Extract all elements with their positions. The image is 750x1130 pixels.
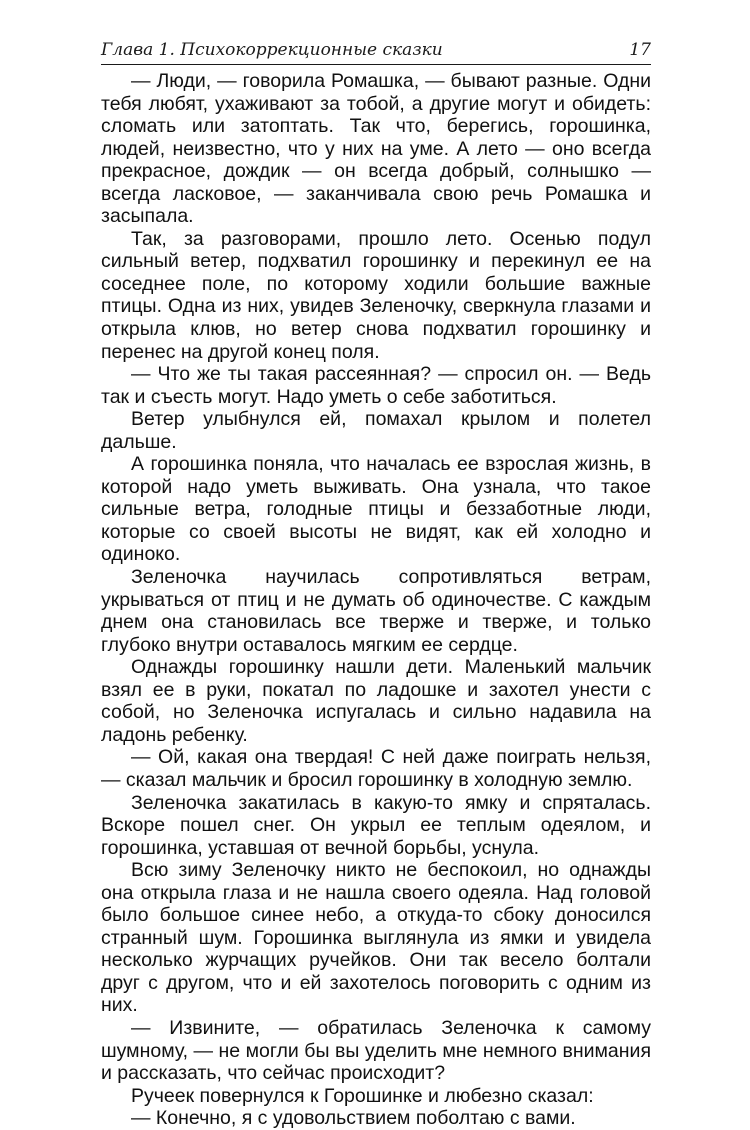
paragraph: Ветер улыбнулся ей, помахал крылом и полетел дальше. bbox=[101, 408, 651, 453]
paragraph: Всю зиму Зеленочку никто не беспокоил, но однажды она открыла глаза и не нашла своего одеяла. Над головой было большое синее небо, а откуда-то сбоку доносился странный шум. Горошинка выглянула из ямки и увидела несколько журчащих ручейков. Они так весело болтали друг с другом, что и ей захотелось поговорить с одним из них. bbox=[101, 859, 651, 1017]
paragraph: Так, за разговорами, прошло лето. Осенью подул сильный ветер, подхватил горошинку и перекинул ее на соседнее поле, по которому ходили большие важные птицы. Одна из них, увидев Зеленочку, сверкнула глазами и открыла клюв, но ветер снова подхватил горошинку и перенес на другой конец поля. bbox=[101, 227, 651, 363]
paragraph: — Что же ты такая рассеянная? — спросил он. — Ведь так и съесть могут. Надо уметь о себе заботиться. bbox=[101, 363, 651, 408]
paragraph: Зеленочка закатилась в какую-то ямку и спряталась. Вскоре пошел снег. Он укрыл ее теплым одеялом, и горошинка, уставшая от вечной борьбы, уснула. bbox=[101, 791, 651, 859]
running-header bbox=[101, 30, 651, 65]
paragraph: — Ой, какая она твердая! С ней даже поиграть нельзя, — сказал мальчик и бросил горошинку в холодную землю. bbox=[101, 746, 651, 791]
paragraph: — Конечно, я с удовольствием поболтаю с вами. bbox=[131, 1107, 576, 1130]
chapter-title: Глава 1. Психокоррекционные сказки bbox=[101, 40, 443, 60]
paragraph: Зеленочка научилась сопротивляться ветрам, укрываться от птиц и не думать об одиночестве. С каждым днем она становилась все тверже и тверже, и только глубоко внутри оставалось мягким ее сердце. bbox=[101, 566, 651, 656]
paragraph: А горошинка поняла, что началась ее взрослая жизнь, в которой надо уметь выживать. Она узнала, что такое сильные ветра, голодные птицы и беззаботные люди, которые со своей высоты не видят, как ей холодно и одиноко. bbox=[101, 453, 651, 566]
paragraph: — Люди, — говорила Ромашка, — бывают разные. Одни тебя любят, ухаживают за тобой, а другие могут и обидеть: сломать или затоптать. Так что, берегись, горошинка, людей, неизвестно, что у них на уме. А лето — оно всегда прекрасное, дождик — он всегда добрый, солнышко — всегда ласковое, — заканчивала свою речь Ромашка и засыпала. bbox=[101, 70, 651, 228]
paragraph: Однажды горошинку нашли дети. Маленький мальчик взял ее в руки, покатал по ладошке и захотел унести с собой, но Зеленочка испугалась и сильно надавила на ладонь ребенку. bbox=[101, 656, 651, 746]
body-text bbox=[101, 70, 651, 1130]
paragraph: Ручеек повернулся к Горошинке и любезно сказал: bbox=[131, 1084, 594, 1107]
page-number: 17 bbox=[629, 40, 651, 60]
paragraph: — Извините, — обратилась Зеленочка к самому шумному, — не могли бы вы уделить мне немного внимания и рассказать, что сейчас происходит? bbox=[101, 1016, 651, 1085]
